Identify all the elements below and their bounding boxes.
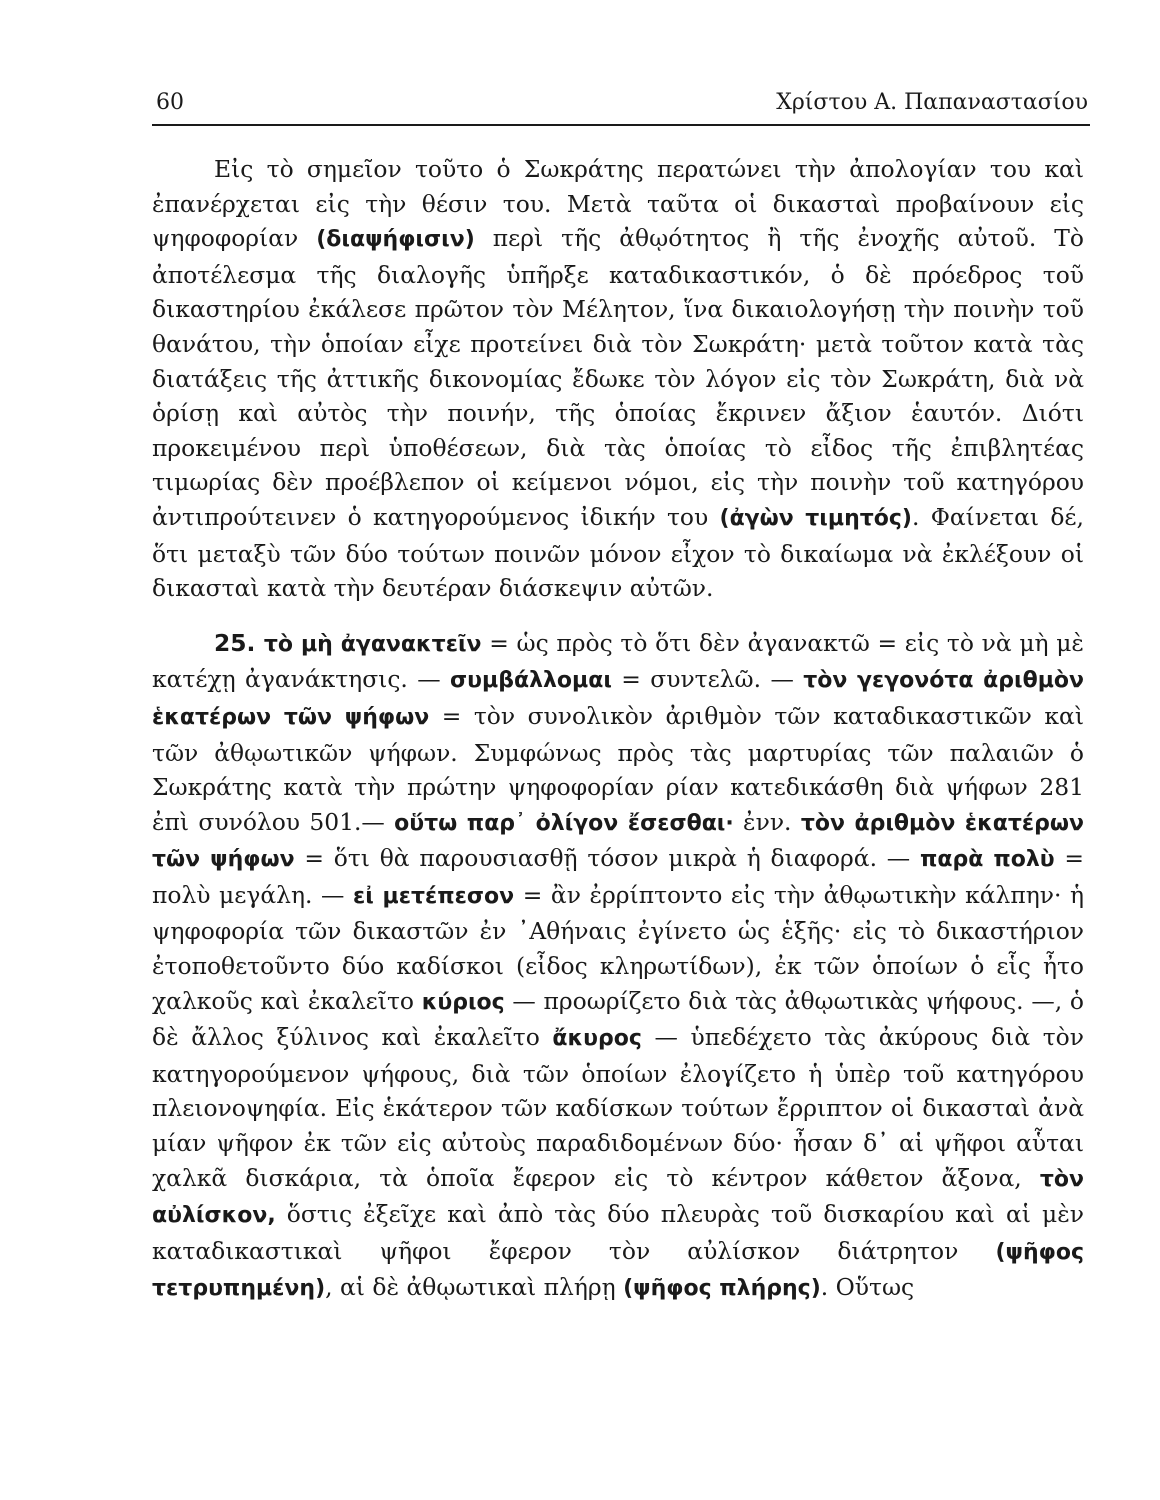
text-run: = ἂν ἐρρίπτοντο εἰς τὴν ἀθῳωτικὴν κάλπην· ἡ ψηφοφορία τῶν δικαστῶν ἐν ᾿Αθήναις ἐγίνετο ὡς ἑξῆς· εἰς τὸ δικαστήριον ἐτοποθετοῦντο δύο καδίσκοι (εἶδος κληρωτίδων), ἐκ τῶν ὁποίων ὁ εἷς ἦτο χαλκοῦς καὶ ἐκαλεῖτο [152, 880, 1084, 1015]
body-text [152, 152, 1084, 1307]
bold-term: (ψῆφος τετρυπημένη) [152, 1239, 1084, 1302]
text-run: = ὡς πρὸς τὸ ὅτι δὲν ἀγανακτῶ = εἰς τὸ νὰ μὴ μὲ κατέχῃ ἀγανάκτησις. — [152, 628, 1084, 694]
paragraph-commentary-25 [152, 626, 1084, 1307]
bold-term: (διαψήφισιν) [316, 227, 475, 253]
text-run: — προωρίζετο διὰ τὰς ἀθῳωτικὰς ψήφους. —, ὁ δὲ ἄλλος ξύλινος καὶ ἐκαλεῖτο [152, 986, 1084, 1052]
bold-term: τὸν ἀριθμὸν ἑκατέρων τῶν ψήφων [152, 810, 1084, 873]
text-run: ἐνν. [733, 807, 801, 836]
bold-term: οὕτω παρ᾽ ὀλίγον ἔσεσθαι· [394, 810, 734, 836]
text-run: = ὅτι θὰ παρουσιασθῇ τόσον μικρὰ ἡ διαφορά. — [294, 844, 920, 873]
text-run: . Οὕτως [820, 1273, 915, 1302]
bold-term: ἄκυρος [552, 1026, 642, 1052]
bold-term: εἰ μετέπεσον [352, 883, 515, 909]
text-run: , αἱ δὲ ἀθῳωτικαὶ πλήρῃ [325, 1273, 624, 1302]
commentary-number: 25. [214, 628, 264, 657]
text-run: = συντελῶ. — [611, 665, 804, 694]
bold-term: συμβάλλομαι [450, 668, 612, 694]
running-head: Χρίστου Α. Παπαναστασίου [776, 90, 1088, 115]
page-header [152, 88, 1090, 126]
page-number: 60 [156, 90, 184, 115]
bold-term: (ἀγὼν τιμητός) [719, 505, 912, 531]
bold-term: (ψῆφος πλήρης) [623, 1276, 821, 1302]
text-run: . Φαίνεται δέ, ὅτι μεταξὺ τῶν δύο τούτων ποινῶν μόνον εἶχον τὸ δικαίωμα νὰ ἐκλέξουν οἱ δικασταὶ κατὰ τὴν δευτέραν διάσκεψιν αὐτῶν. [152, 502, 1084, 603]
bold-term: παρὰ πολὺ [919, 847, 1055, 873]
text-run: περὶ τῆς ἀθῳότητος ἢ τῆς ἐνοχῆς αὐτοῦ. Τὸ ἀποτέλεσμα τῆς διαλογῆς ὑπῆρξε καταδικαστικόν, ὁ δὲ πρόεδρος τοῦ δικαστηρίου ἐκάλεσε πρῶτον τὸν Μέλητον, ἵνα δικαιολογήσῃ τὴν ποινὴν τοῦ θανάτου, τὴν ὁποίαν εἶχε προτείνει διὰ τὸν Σωκράτη· μετὰ τοῦτον κατὰ τὰς διατάξεις τῆς ἀττικῆς δικονομίας ἔδωκε τὸν λόγον εἰς τὸν Σωκράτη, διὰ νὰ ὁρίσῃ καὶ αὐτὸς τὴν ποινήν, τῆς ὁποίας ἔκρινεν ἄξιον ἑαυτόν. Διότι προκειμένου περὶ ὑποθέσεων, διὰ τὰς ὁποίας τὸ εἶδος τῆς ἐπιβλητέας τιμωρίας δὲν προέβλεπον οἱ κείμενοι νόμοι, εἰς τὴν ποινὴν τοῦ κατηγόρου ἀντιπρούτεινεν ὁ κατηγορούμενος ἰδικήν του [152, 224, 1084, 531]
text-run: Εἰς τὸ σημεῖον τοῦτο ὁ Σωκράτης περατώνει τὴν ἀπολογίαν του καὶ ἐπανέρχεται εἰς τὴν θέσιν του. Μετὰ ταῦτα οἱ δικασταὶ προβαίνουν εἰς ψηφοφορίαν [152, 155, 1084, 253]
text-run: — ὑπεδέχετο τὰς ἀκύρους διὰ τὸν κατηγορούμενον ψήφους, διὰ τῶν ὁποίων ἐλογίζετο ἡ ὑπὲρ τοῦ κατηγόρου πλειονοψηφία. Εἰς ἑκάτερον τῶν καδίσκων τούτων ἔρριπτον οἱ δικασταὶ ἀνὰ μίαν ψῆφον ἐκ τῶν εἰς αὐτοὺς παραδιδομένων δύο· ἦσαν δ᾽ αἱ ψῆφοι αὗται χαλκᾶ δισκάρια, τὰ ὁποῖα ἔφερον εἰς τὸ κέντρον κάθετον ἄξονα, [152, 1023, 1084, 1192]
text-run: ὅστις ἐξεῖχε καὶ ἀπὸ τὰς δύο πλευρὰς τοῦ δισκαρίου καὶ αἱ μὲν καταδικαστικαὶ ψῆφοι ἔφερον τὸν αὐλίσκον διάτρητον [152, 1200, 1084, 1265]
bold-term: κύριος [421, 989, 505, 1015]
bold-term: τὸν γεγονότα ἀριθμὸν ἑκατέρων τῶν ψήφων [152, 668, 1084, 730]
bold-term: τὸ μὴ ἀγανακτεῖν [263, 631, 482, 657]
bold-term: τὸν αὐλίσκον, [152, 1166, 1084, 1229]
text-run: = πολὺ μεγάλη. — [152, 844, 1084, 909]
paragraph [152, 152, 1084, 606]
text-run: = τὸν συνολικὸν ἀριθμὸν τῶν καταδικαστικῶν καὶ τῶν ἀθῳωτικῶν ψήφων. Συμφώνως πρὸς τὰς μαρτυρίας τῶν παλαιῶν ὁ Σωκράτης κατὰ τὴν πρώτην ψηφοφορίαν ρίαν κατεδικάσθη διὰ ψήφων 281 ἐπὶ συνόλου 501.— [152, 701, 1084, 836]
